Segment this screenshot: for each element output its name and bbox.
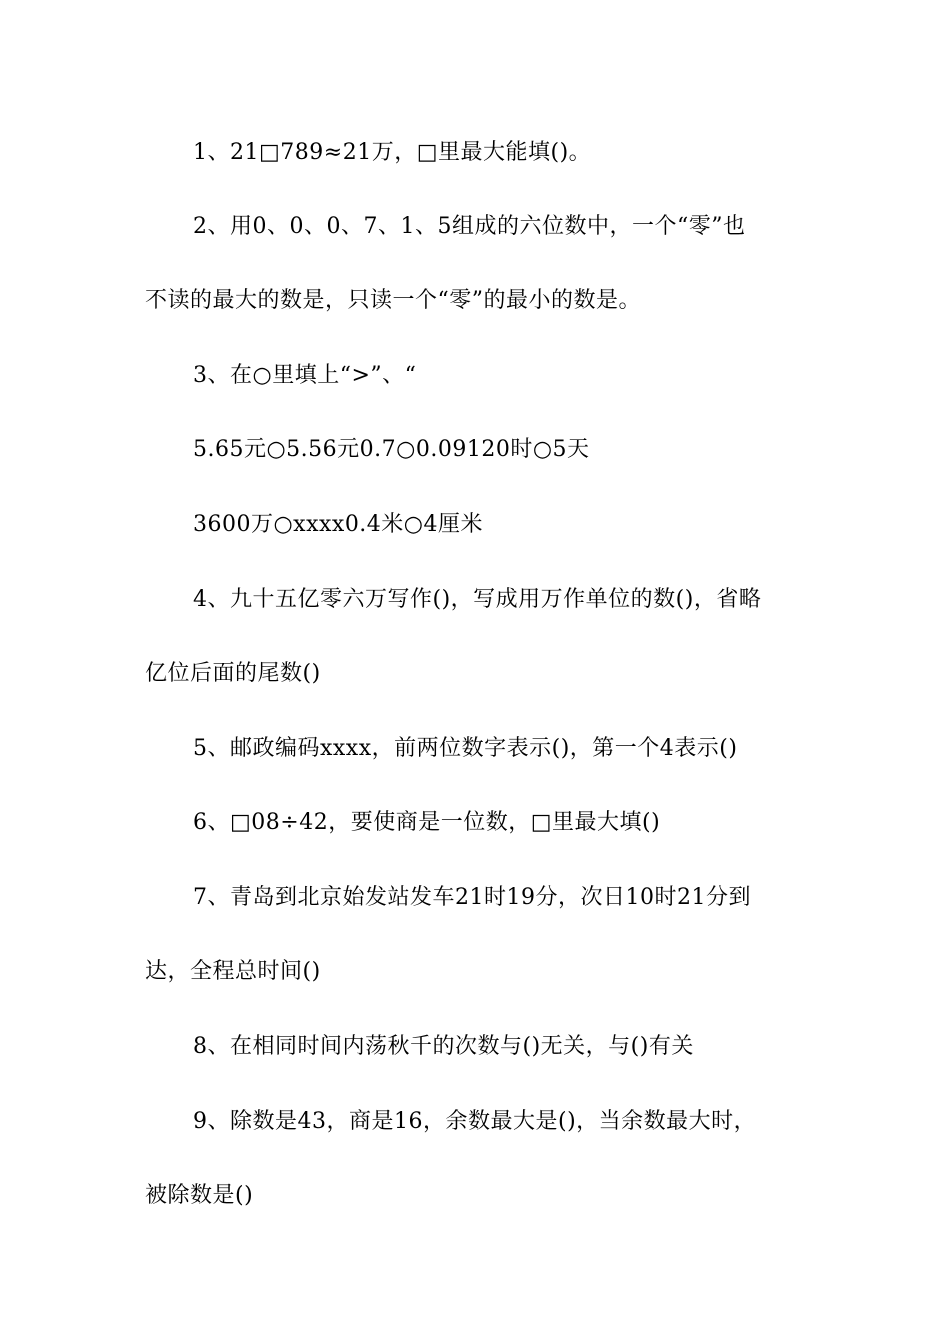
question-3: 3、在○里填上“>”、“ bbox=[193, 363, 417, 388]
question-7-line-2: 达，全程总时间() bbox=[145, 959, 321, 984]
question-1: 1、21□789≈21万，□里最大能填()。 bbox=[193, 140, 592, 165]
question-7-line-1: 7、青岛到北京始发站发车21时19分，次日10时21分到 bbox=[193, 885, 751, 910]
question-3-row-2: 3600万○xxxx0.4米○4厘米 bbox=[193, 512, 483, 537]
question-4-line-2: 亿位后面的尾数() bbox=[145, 661, 321, 686]
question-9-line-2: 被除数是() bbox=[145, 1183, 254, 1208]
question-3-row-1: 5.65元○5.56元0.7○0.09120时○5天 bbox=[193, 437, 590, 462]
question-8: 8、在相同时间内荡秋千的次数与()无关，与()有关 bbox=[193, 1034, 694, 1059]
question-4-line-1: 4、九十五亿零六万写作()，写成用万作单位的数()，省略 bbox=[193, 587, 762, 612]
question-2-line-1: 2、用0、0、0、7、1、5组成的六位数中，一个“零”也 bbox=[193, 214, 746, 239]
question-2-line-2: 不读的最大的数是，只读一个“零”的最小的数是。 bbox=[145, 288, 641, 313]
question-5: 5、邮政编码xxxx，前两位数字表示()，第一个4表示() bbox=[193, 736, 738, 761]
question-9-line-1: 9、除数是43，商是16，余数最大是()，当余数最大时， bbox=[193, 1109, 757, 1134]
question-6: 6、□08÷42，要使商是一位数，□里最大填() bbox=[193, 810, 661, 835]
